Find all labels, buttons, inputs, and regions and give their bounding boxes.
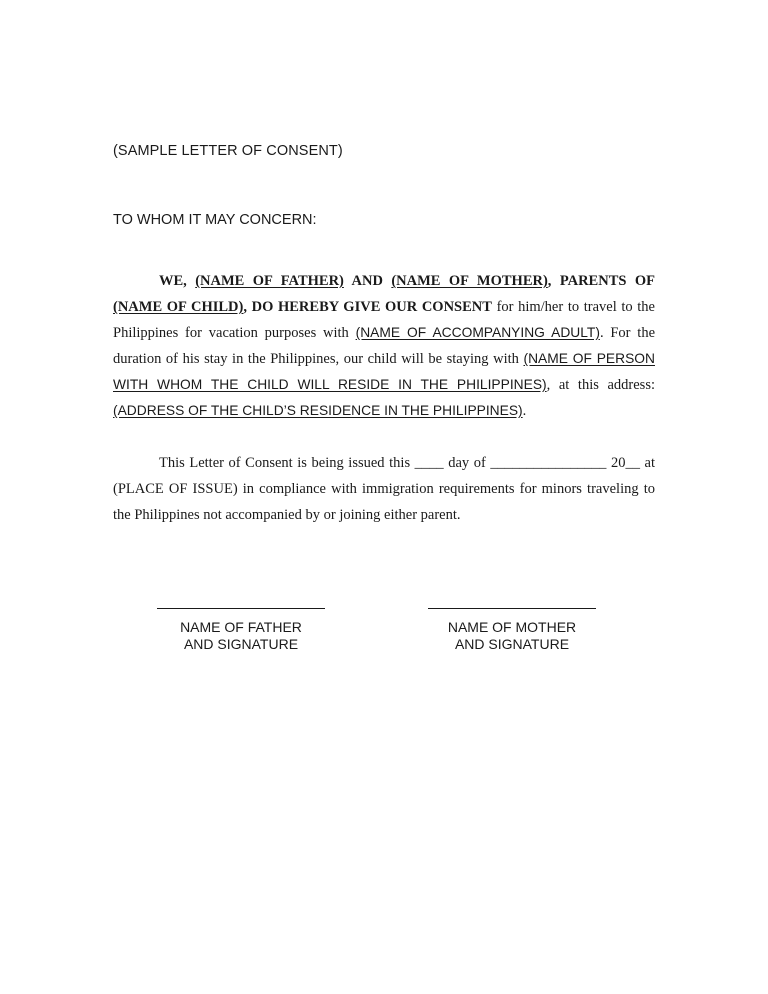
mother-signature-label [428, 619, 596, 653]
duration-text: . For the duration of his stay in the Philippines, our child will be staying with [113, 325, 656, 367]
mother-signature-block [428, 596, 596, 653]
mother-name-placeholder: (NAME OF MOTHER) [391, 273, 548, 289]
residence-address-placeholder: (ADDRESS OF THE CHILD’S RESIDENCE IN THE PHILIPPINES) [113, 403, 523, 418]
child-name-placeholder: (NAME OF CHILD) [113, 299, 244, 315]
resident-person-placeholder: (NAME OF PERSON WITH WHOM THE CHILD WILL RESIDE IN THE PHILIPPINES) [113, 351, 655, 392]
issuance-text: This Letter of Consent is being issued this ____ day of ________________ 20__ at (PLACE OF ISSUE) in compliance with immigration requirements for minors traveling to the Philippines not accompanied by or joining either parent. [113, 455, 655, 523]
father-signature-block [157, 596, 325, 653]
letter-heading: (SAMPLE LETTER OF CONSENT) [113, 143, 343, 159]
address-text: , at this address: [546, 377, 655, 393]
consent-paragraph [113, 268, 655, 424]
mother-signature-line [428, 608, 596, 609]
salutation: TO WHOM IT MAY CONCERN: [113, 212, 317, 228]
father-label-line1: NAME OF FATHER [180, 619, 302, 635]
father-name-placeholder: (NAME OF FATHER) [195, 273, 344, 289]
period-text: . [522, 403, 527, 419]
mother-label-line2: AND SIGNATURE [454, 636, 570, 652]
father-signature-line [157, 608, 325, 609]
and-text: AND [343, 273, 392, 289]
father-label-line2: AND SIGNATURE [183, 636, 299, 652]
parents-of-text: , PARENTS OF [547, 273, 655, 289]
mother-label-line1: NAME OF MOTHER [447, 619, 577, 635]
we-text: WE, [159, 273, 196, 289]
travel-text: for him/her to travel to the Philippines for vacation purposes with [113, 299, 655, 341]
issuance-paragraph [113, 450, 655, 528]
accompanying-adult-placeholder: (NAME OF ACCOMPANYING ADULT) [355, 325, 600, 340]
father-signature-label [157, 619, 325, 653]
consent-text: , DO HEREBY GIVE OUR CONSENT [243, 299, 492, 315]
